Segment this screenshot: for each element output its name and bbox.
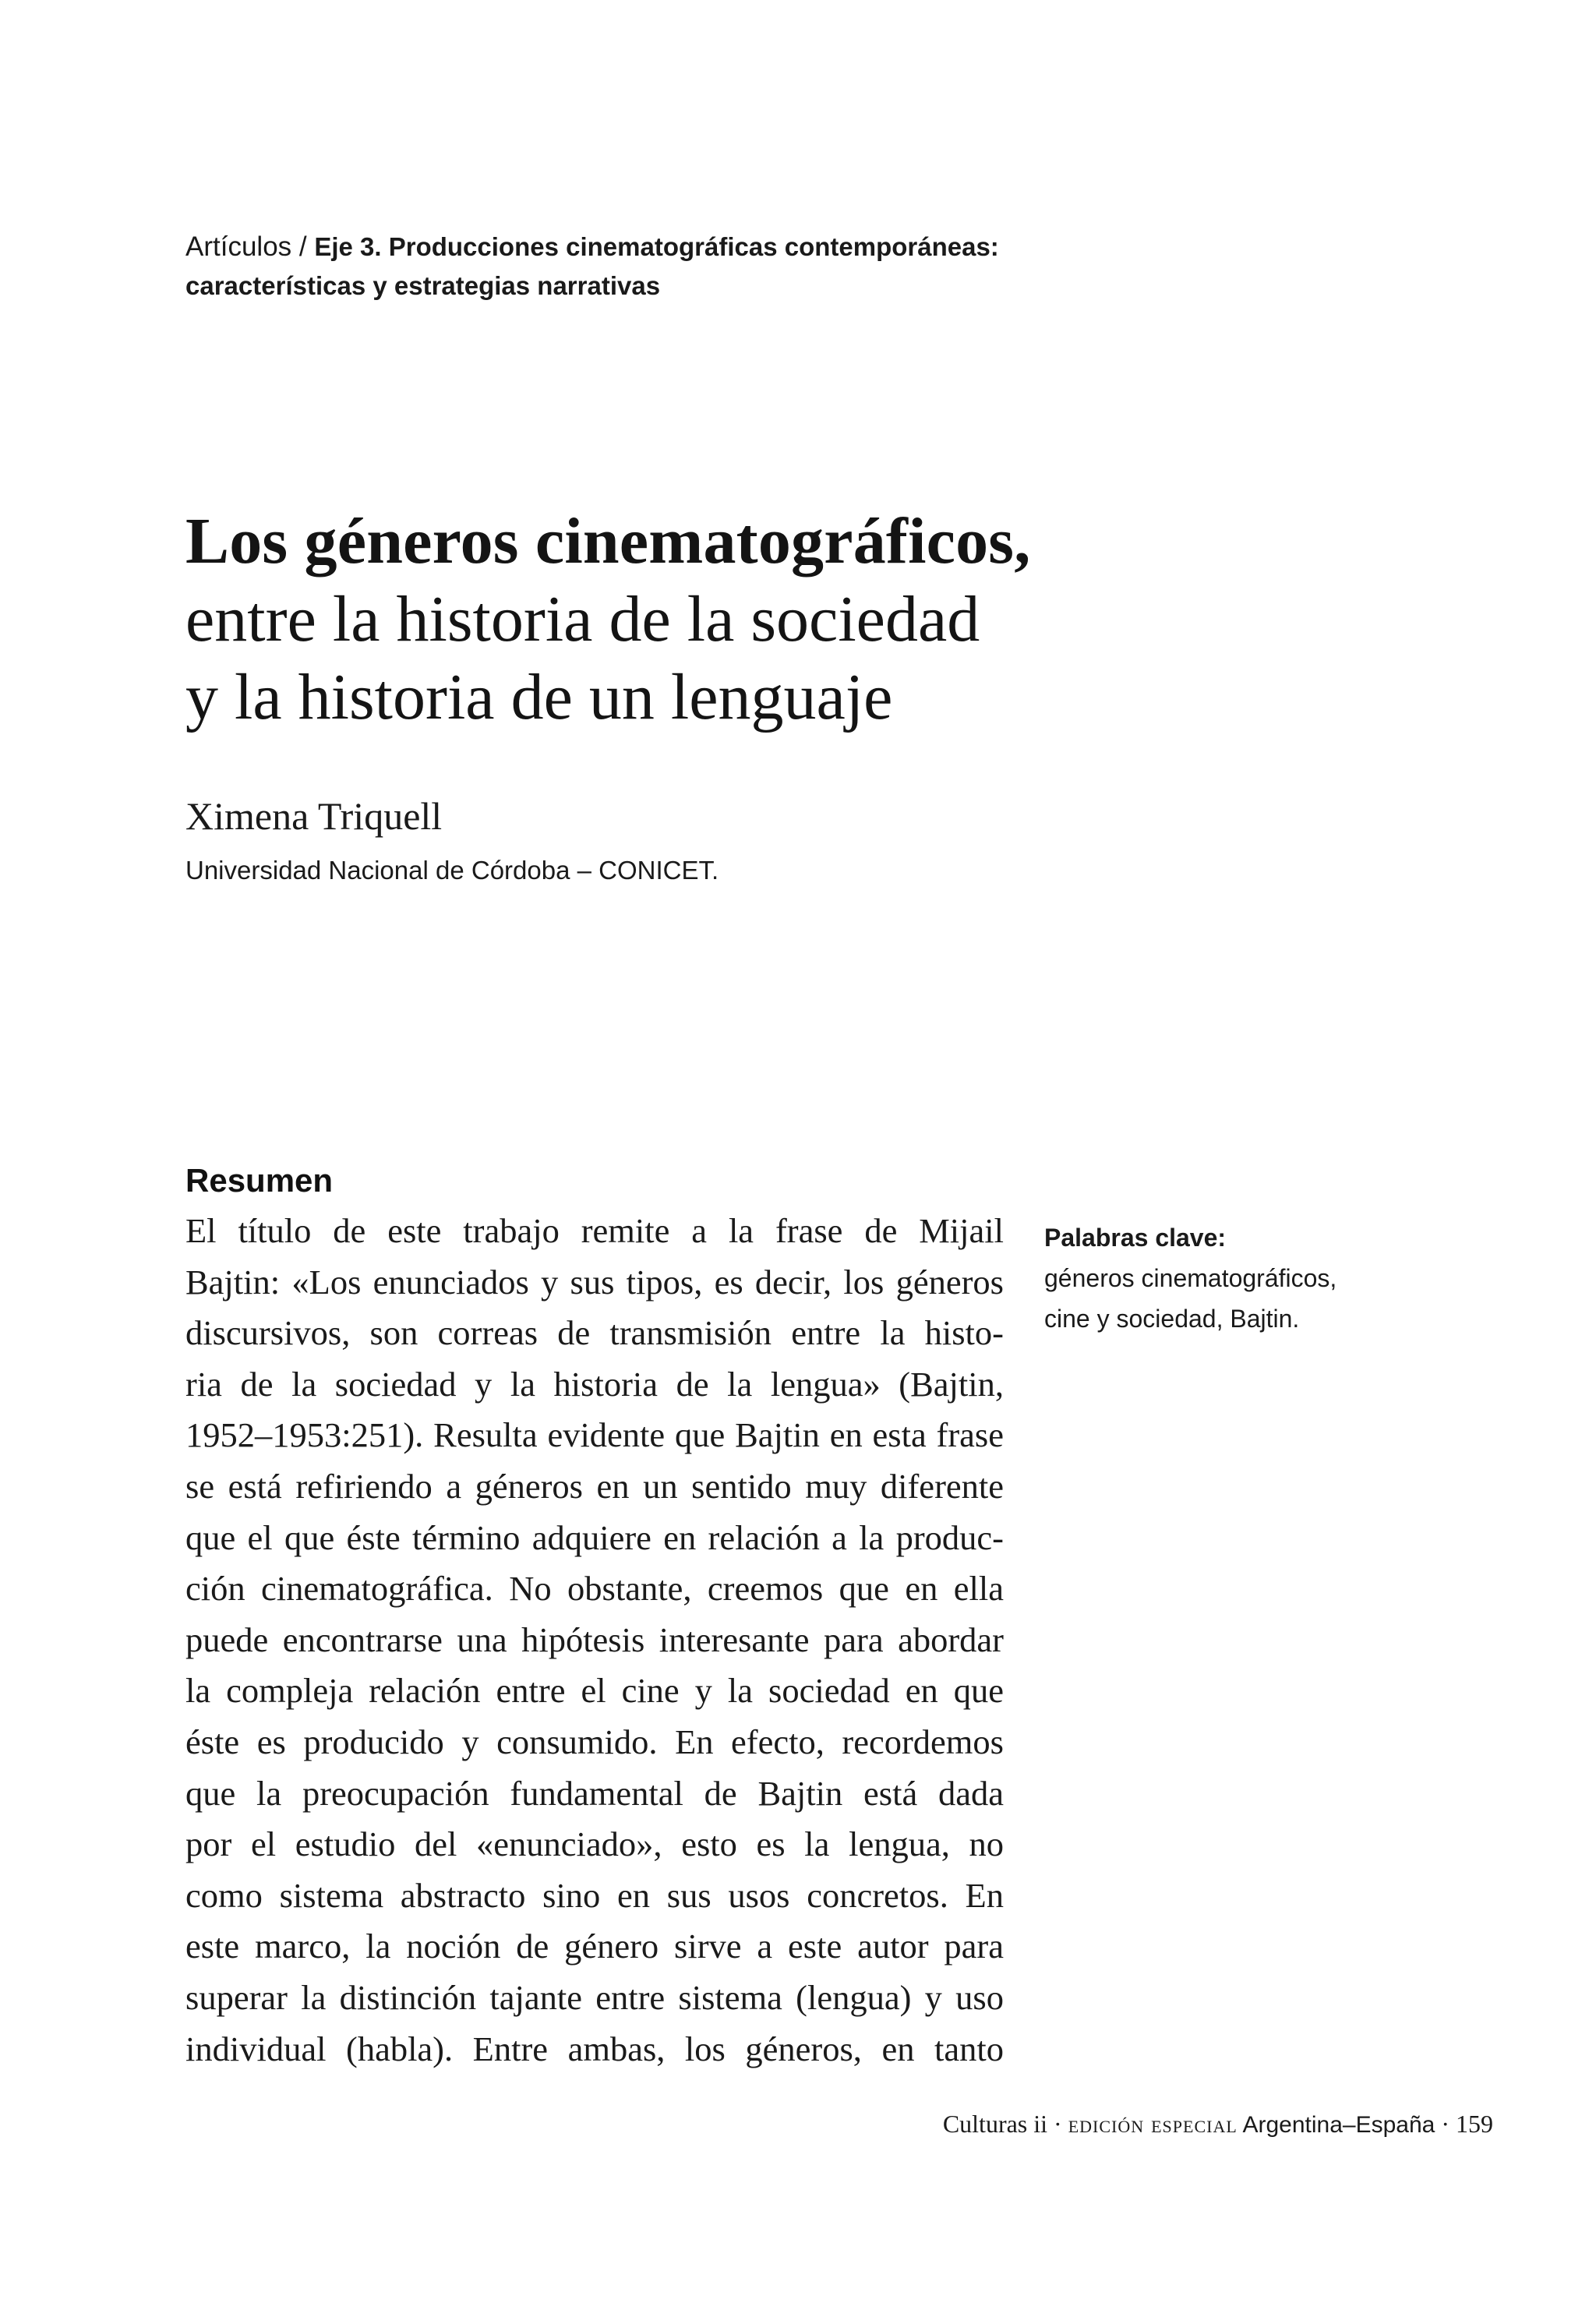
abstract-line: este marco, la noción de género sirve a este autor para (185, 1927, 1004, 1966)
abstract-line: individual (habla). Entre ambas, los géneros, en tanto (185, 2029, 1004, 2068)
author-affiliation: Universidad Nacional de Córdoba – CONICET. (185, 856, 719, 885)
keywords-box (1044, 1217, 1449, 1339)
keywords-line-2: cine y sociedad, Bajtin. (1044, 1305, 1300, 1333)
abstract-line: discursivos, son correas de transmisión entre la histo- (185, 1313, 1004, 1353)
page-number: · 159 (1435, 2110, 1493, 2138)
footer-country: Argentina–España (1237, 2112, 1435, 2138)
abstract-line: como sistema abstracto sino en sus usos concretos. En (185, 1875, 1004, 1915)
footer-edition: edición especial (1068, 2110, 1238, 2138)
abstract-line: que la preocupación fundamental de Bajtin está dada (185, 1773, 1004, 1813)
article-title (185, 503, 1276, 736)
abstract-line: Bajtin: «Los enunciados y sus tipos, es decir, los géneros (185, 1262, 1004, 1302)
section-prefix: Artículos / (185, 231, 315, 262)
abstract-body (185, 1206, 1004, 2075)
title-subtitle-line-1: entre la historia de la sociedad (185, 583, 980, 655)
section-header (185, 228, 1121, 306)
abstract-line: El título de este trabajo remite a la frase de Mijail (185, 1211, 1004, 1250)
title-subtitle-line-2: y la historia de un lenguaje (185, 661, 893, 733)
abstract-line: se está refiriendo a géneros en un sentido muy diferente (185, 1466, 1004, 1506)
author-name: Ximena Triquell (185, 794, 443, 838)
section-header-line-1 (185, 228, 1121, 267)
abstract-line: la compleja relación entre el cine y la sociedad en que (185, 1671, 1004, 1711)
keywords-label: Palabras clave: (1044, 1224, 1227, 1252)
footer-journal: Culturas ii · (942, 2110, 1068, 2138)
abstract-line: por el estudio del «enunciado», esto es la lengua, no (185, 1824, 1004, 1864)
abstract-line: que el que éste término adquiere en relación a la produc- (185, 1517, 1004, 1557)
abstract-heading: Resumen (185, 1162, 334, 1199)
abstract-line: 1952–1953:251). Resulta evidente que Bajtin en esta frase (185, 1415, 1004, 1455)
page-footer (943, 2104, 1493, 2145)
section-axis-line-2: características y estrategias narrativas (185, 271, 661, 300)
abstract-line: ria de la sociedad y la historia de la lengua» (Bajtin, (185, 1364, 1004, 1404)
abstract-line: superar la distinción tajante entre sistema (lengua) y uso (185, 1977, 1004, 2017)
abstract-line: ción cinematográfica. No obstante, creemos que en ella (185, 1569, 1004, 1609)
section-axis-line-1: Eje 3. Producciones cinematográficas contemporáneas: (314, 232, 999, 261)
abstract-line: puede encontrarse una hipótesis interesante para abordar (185, 1619, 1004, 1659)
title-main: Los géneros cinematográficos, (185, 505, 1031, 577)
keywords-line-1: géneros cinematográficos, (1044, 1264, 1337, 1292)
abstract-line: éste es producido y consumido. En efecto, recordemos (185, 1722, 1004, 1761)
